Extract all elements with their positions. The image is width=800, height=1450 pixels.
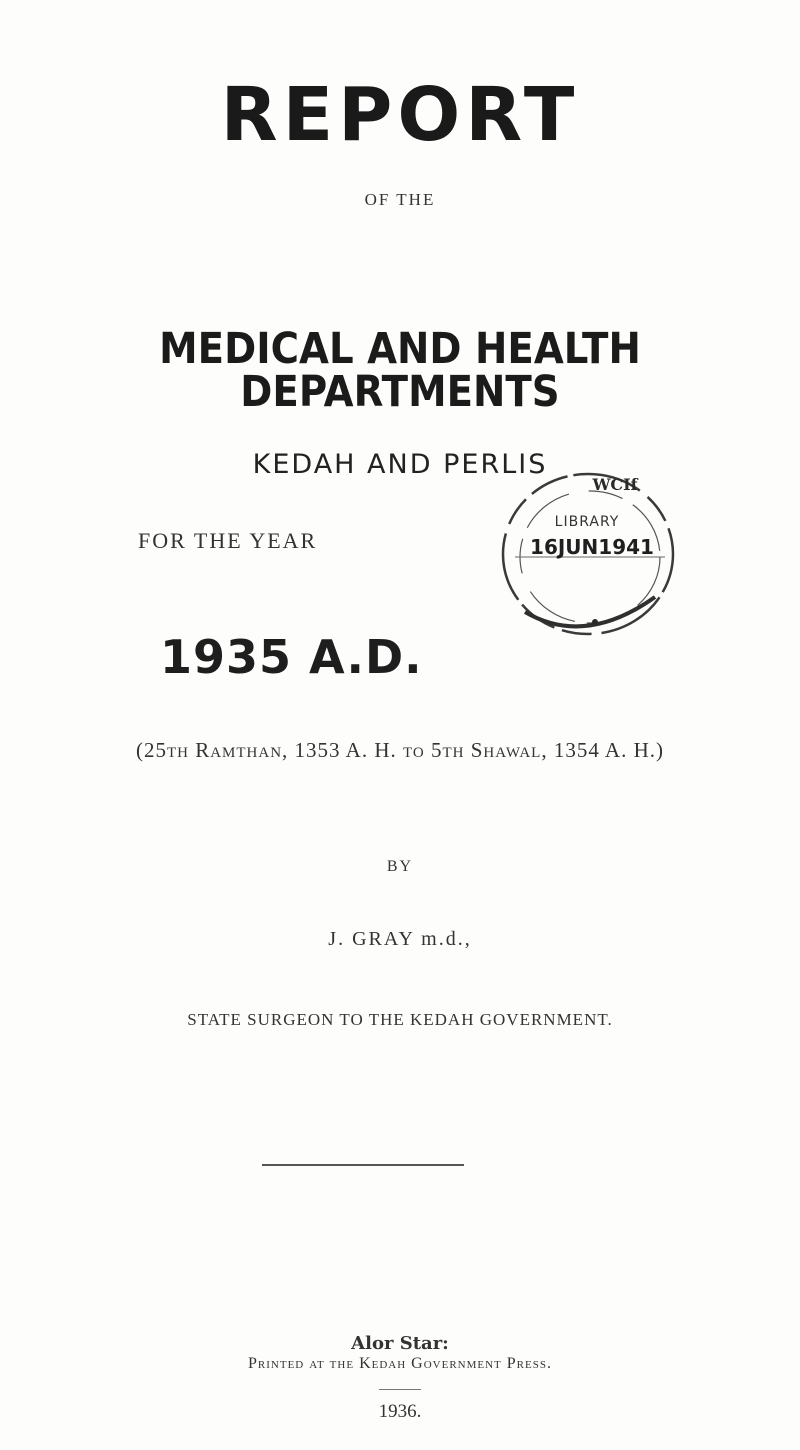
divider-rule xyxy=(262,1164,464,1166)
stamp-date-text: 16JUN1941 xyxy=(530,535,654,559)
of-the-label: OF THE xyxy=(364,190,436,209)
short-divider xyxy=(379,1389,421,1390)
library-stamp xyxy=(495,462,685,652)
state-name: KEDAH AND PERLIS xyxy=(252,449,548,480)
author-position: STATE SURGEON TO THE KEDAH GOVERNMENT. xyxy=(187,1010,613,1029)
place-name: Alor Star: xyxy=(351,1333,449,1354)
report-title: REPORT xyxy=(220,72,580,158)
report-year: 1935 A.D. xyxy=(160,630,423,684)
print-year: 1936. xyxy=(378,1401,422,1422)
author-name: J. GRAY m.d., xyxy=(328,928,472,950)
stamp-library-text: LIBRARY xyxy=(554,514,620,530)
period-range: (25th Ramthan, 1353 A. H. to 5th Shawal, 1354 A. H.) xyxy=(135,738,664,762)
by-label: BY xyxy=(386,858,414,875)
departments-heading: MEDICAL AND HEALTH DEPARTMENTS xyxy=(159,324,641,417)
for-the-year-label: FOR THE YEAR xyxy=(138,528,318,553)
printer-line: Printed at the Kedah Government Press. xyxy=(248,1355,552,1372)
stamp-top-text: WCIf xyxy=(592,475,638,494)
